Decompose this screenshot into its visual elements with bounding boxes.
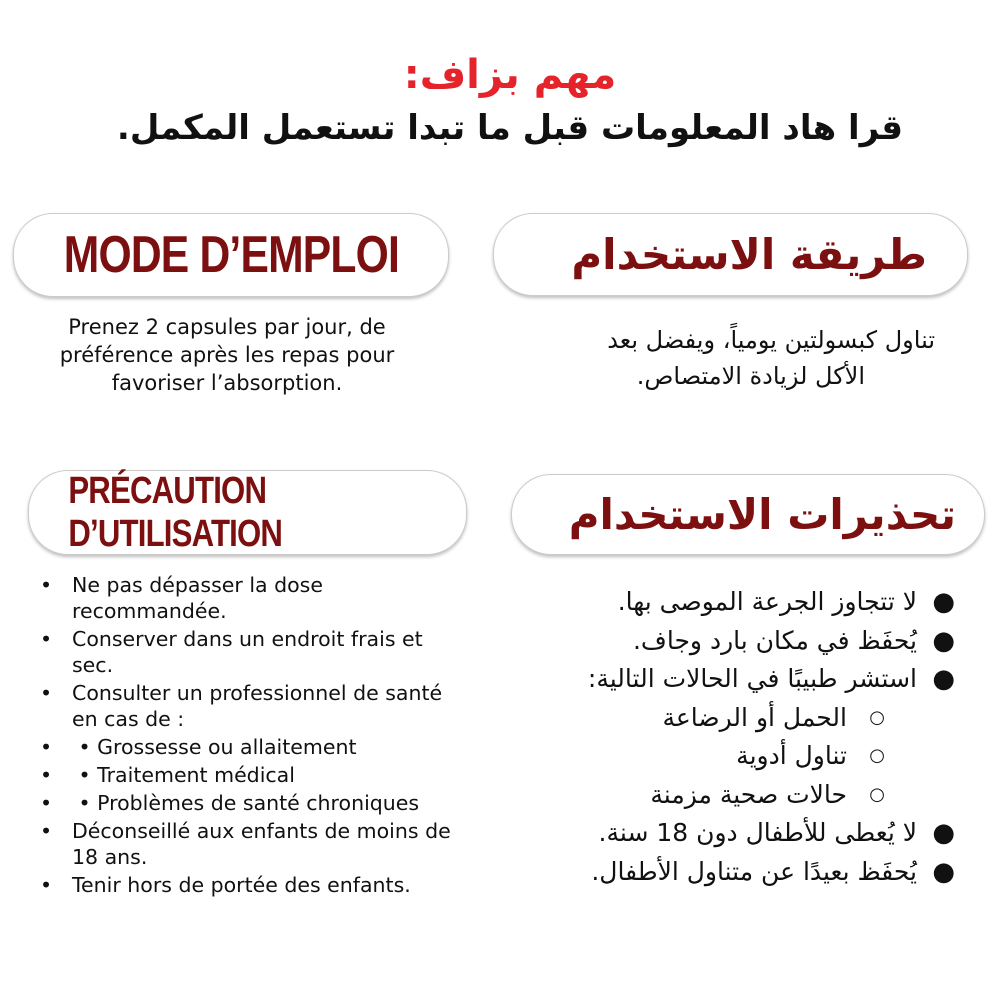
bullet-icon: • xyxy=(40,819,53,843)
precaution-heading-text: PRÉCAUTION D’UTILISATION xyxy=(68,469,283,555)
bullet-icon: • xyxy=(40,573,53,597)
list-item-text: Conserver dans un endroit frais et sec. xyxy=(72,627,423,677)
list-item-text: حالات صحية مزمنة xyxy=(650,779,847,809)
text-line: favoriser l’absorption. xyxy=(111,371,343,395)
list-item-text: Déconseillé aux enfants de moins de 18 ans. xyxy=(72,819,451,869)
list-item-text: لا تتجاوز الجرعة الموصى بها. xyxy=(617,587,917,616)
list-item-text: لا يُعطى للأطفال دون 18 سنة. xyxy=(598,818,917,847)
list-item xyxy=(500,622,955,661)
sub-list-item xyxy=(500,699,955,738)
list-item xyxy=(40,734,470,760)
bullet-icon: ● xyxy=(932,664,955,694)
list-item-text: يُحفَظ في مكان بارد وجاف. xyxy=(632,625,917,655)
list-item xyxy=(40,572,470,624)
bullet-icon: ● xyxy=(932,856,955,887)
text-line: préférence après les repas pour xyxy=(59,343,395,367)
warnings-ar-heading: تحذيرات الاستخدام xyxy=(511,474,985,555)
list-item-text: • Grossesse ou allaitement xyxy=(72,735,357,759)
list-item xyxy=(40,762,470,788)
circle-bullet-icon: ○ xyxy=(869,706,885,728)
bullet-icon: ● xyxy=(932,625,955,656)
mode-emploi-heading-text: MODE D’EMPLOI xyxy=(63,226,399,284)
bullet-icon: ● xyxy=(932,587,955,617)
precaution-heading xyxy=(28,470,467,555)
circle-bullet-icon: ○ xyxy=(869,783,885,805)
bullet-icon: • xyxy=(40,873,53,897)
text-line: الأكل لزيادة الامتصاص. xyxy=(636,362,865,390)
warnings-ar-list xyxy=(500,583,955,891)
list-item-text: • Traitement médical xyxy=(72,763,295,787)
list-item-text: Consulter un professionnel de santé en cas de : xyxy=(72,681,443,731)
list-item-text: Tenir hors de portée des enfants. xyxy=(72,873,411,897)
page-subtitle: قرا هاد المعلومات قبل ما تبدا تستعمل المكمل. xyxy=(116,108,904,148)
bullet-icon: • xyxy=(40,791,53,815)
list-item-text: تناول أدوية xyxy=(736,741,847,770)
sub-list-item xyxy=(500,737,955,776)
list-item xyxy=(500,814,955,853)
text-line: تناول كبسولتين يومياً، ويفضل بعد xyxy=(607,326,935,354)
list-item xyxy=(40,626,470,678)
list-item-text: الحمل أو الرضاعة xyxy=(662,702,847,732)
sub-list-item xyxy=(500,776,955,815)
list-item xyxy=(40,680,470,732)
list-item xyxy=(40,872,470,898)
list-item xyxy=(500,583,955,622)
usage-ar-heading: طريقة الاستخدام xyxy=(493,213,968,296)
usage-ar-text xyxy=(490,322,935,394)
list-item-text: يُحفَظ بعيدًا عن متناول الأطفال. xyxy=(591,856,917,886)
bullet-icon: ● xyxy=(932,818,955,848)
list-item-text: Ne pas dépasser la dose recommandée. xyxy=(72,573,323,623)
list-item xyxy=(40,818,470,870)
mode-emploi-text xyxy=(20,313,434,397)
list-item xyxy=(500,660,955,699)
precaution-list xyxy=(40,572,470,900)
list-item xyxy=(500,853,955,892)
list-item-text: • Problèmes de santé chroniques xyxy=(72,791,420,815)
bullet-icon: • xyxy=(40,681,53,705)
circle-bullet-icon: ○ xyxy=(869,745,885,766)
bullet-icon: • xyxy=(40,763,53,787)
page-title: مهم بزاف: xyxy=(403,52,617,98)
list-item-text: استشر طبيبًا في الحالات التالية: xyxy=(587,664,917,693)
list-item xyxy=(40,790,470,816)
bullet-icon: • xyxy=(40,627,53,651)
bullet-icon: • xyxy=(40,735,53,759)
mode-emploi-heading xyxy=(13,213,449,297)
text-line: Prenez 2 capsules par jour, de xyxy=(68,315,386,339)
